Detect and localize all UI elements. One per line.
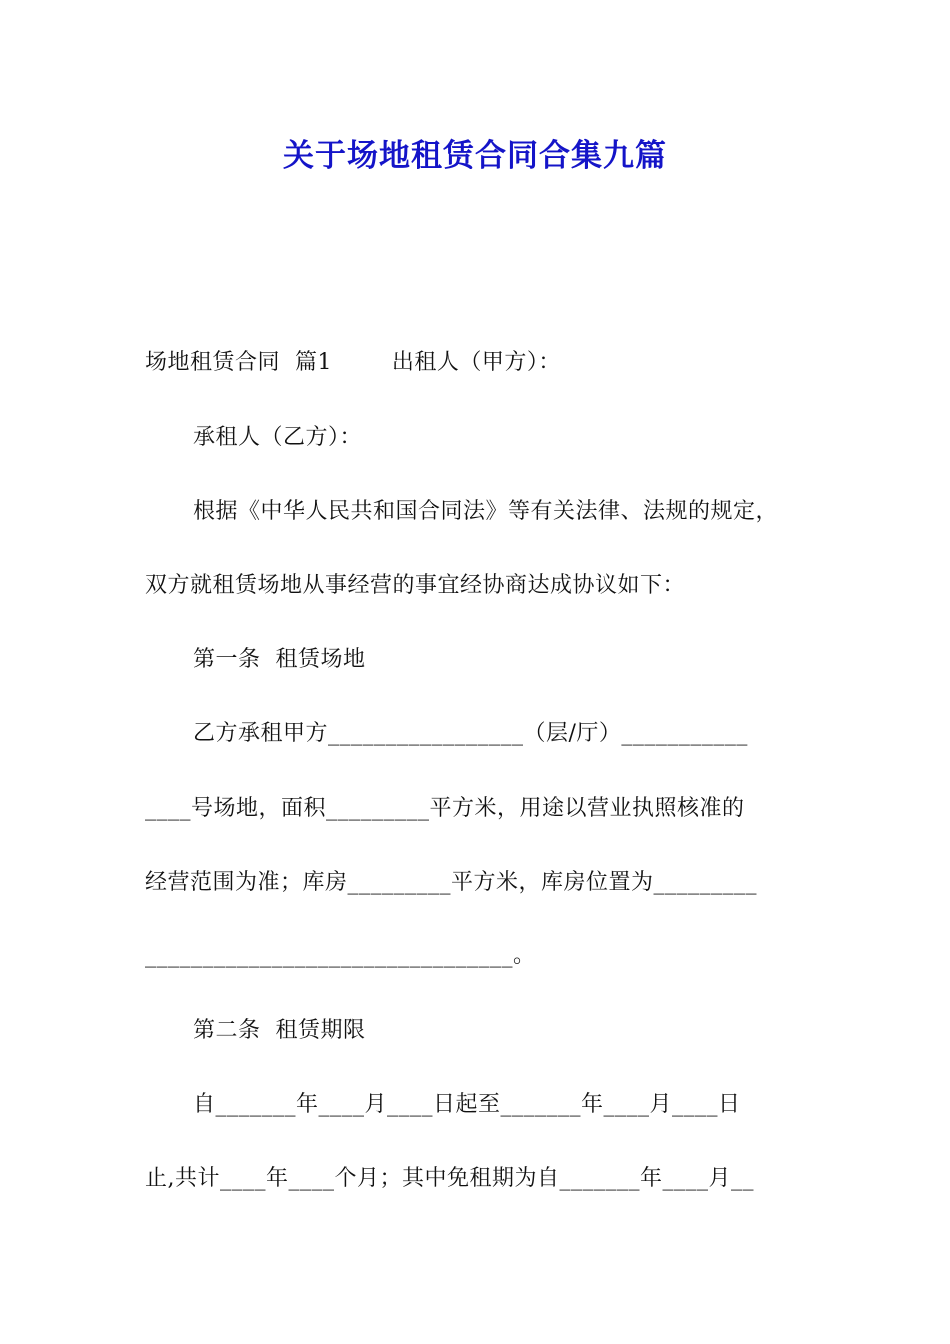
page-title: 关于场地租赁合同合集九篇 [283,138,667,174]
paragraph-line: ________________________________。 [145,943,536,968]
paragraph-line: 承租人（乙方）： [193,425,363,450]
paragraph-line: 经营范围为准；库房_________平方米，库房位置为_________ [145,870,758,895]
paragraph-line: ____号场地，面积_________平方米，用途以营业执照核准的 [145,796,745,821]
paragraph-line: 自_______年____月____日起至_______年____月____日 [193,1092,741,1117]
section-heading: 第二条 租赁期限 [193,1018,366,1043]
paragraph-line: 双方就租赁场地从事经营的事宜经协商达成协议如下： [145,573,686,598]
paragraph-line: 止,共计____年____个月；其中免租期为自_______年____月__ [145,1166,754,1191]
paragraph-line: 场地租赁合同 篇1 出租人（甲方）： [145,350,561,375]
section-heading: 第一条 租赁场地 [193,647,366,672]
paragraph-line: 根据《中华人民共和国合同法》等有关法律、法规的规定， [193,499,779,524]
paragraph-line: 乙方承租甲方_________________（层/厅）___________ [193,721,748,746]
